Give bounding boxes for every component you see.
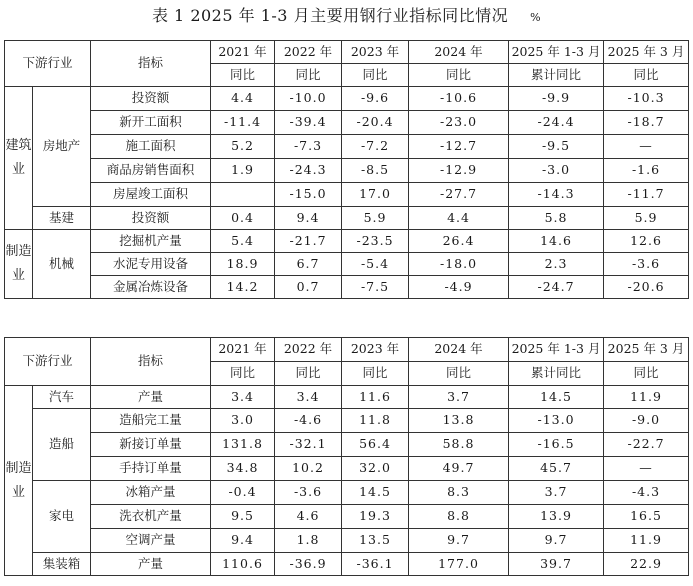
- value-cell: 6.7: [275, 253, 342, 276]
- group-ship: 造船: [33, 409, 91, 481]
- value-cell: 11.8: [342, 409, 409, 433]
- header-sub: 同比: [275, 362, 342, 386]
- value-cell: 11.9: [604, 529, 689, 553]
- table-row: [5, 386, 689, 409]
- steel-industry-table-1: [4, 40, 689, 299]
- table-title: [0, 3, 693, 29]
- value-cell: 14.5: [342, 481, 409, 505]
- value-cell: -36.1: [342, 553, 409, 576]
- value-cell: 19.3: [342, 505, 409, 529]
- value-cell: 1.8: [275, 529, 342, 553]
- value-cell: 10.2: [275, 457, 342, 481]
- value-cell: -27.7: [409, 183, 509, 207]
- table-row: [5, 111, 689, 135]
- value-cell: -20.4: [342, 111, 409, 135]
- value-cell: 5.8: [509, 207, 604, 230]
- indicator-cell: 投资额: [91, 87, 211, 111]
- value-cell: 9.5: [211, 505, 275, 529]
- header-year: 2025 年 3 月: [604, 41, 689, 64]
- value-cell: 9.7: [509, 529, 604, 553]
- indicator-cell: 投资额: [91, 207, 211, 230]
- value-cell: 12.6: [604, 230, 689, 253]
- value-cell: 34.8: [211, 457, 275, 481]
- indicator-cell: 产量: [91, 386, 211, 409]
- value-cell: 1.9: [211, 159, 275, 183]
- value-cell: 2.3: [509, 253, 604, 276]
- value-cell: -18.7: [604, 111, 689, 135]
- header-sub: 同比: [211, 64, 275, 87]
- value-cell: -24.7: [509, 276, 604, 299]
- header-sub: 累计同比: [509, 362, 604, 386]
- table-row: [5, 457, 689, 481]
- table-title-text: 表 1 2025 年 1-3 月主要用钢行业指标同比情况: [151, 6, 509, 25]
- value-cell: 26.4: [409, 230, 509, 253]
- value-cell: -9.6: [342, 87, 409, 111]
- value-cell: -12.9: [409, 159, 509, 183]
- value-cell: 131.8: [211, 433, 275, 457]
- value-cell: -0.4: [211, 481, 275, 505]
- value-cell: -14.3: [509, 183, 604, 207]
- indicator-cell: 水泥专用设备: [91, 253, 211, 276]
- header-sub: 同比: [604, 362, 689, 386]
- sector-construction: 建筑业: [5, 87, 33, 230]
- value-cell: 58.8: [409, 433, 509, 457]
- table-row: [5, 159, 689, 183]
- value-cell: -4.9: [409, 276, 509, 299]
- value-cell: 14.6: [509, 230, 604, 253]
- indicator-cell: 新开工面积: [91, 111, 211, 135]
- steel-industry-table-2: [4, 337, 689, 576]
- value-cell: -9.9: [509, 87, 604, 111]
- value-cell: 14.2: [211, 276, 275, 299]
- value-cell: -11.7: [604, 183, 689, 207]
- indicator-cell: 造船完工量: [91, 409, 211, 433]
- value-cell: 5.9: [604, 207, 689, 230]
- table-row: [5, 135, 689, 159]
- group-auto: 汽车: [33, 386, 91, 409]
- value-cell: -11.4: [211, 111, 275, 135]
- sector-manufacturing: 制造业: [5, 386, 33, 576]
- value-cell: 4.6: [275, 505, 342, 529]
- value-cell: -3.6: [275, 481, 342, 505]
- value-cell: -20.6: [604, 276, 689, 299]
- value-cell: 3.7: [409, 386, 509, 409]
- value-cell: 177.0: [409, 553, 509, 576]
- value-cell: -21.7: [275, 230, 342, 253]
- value-cell: 16.5: [604, 505, 689, 529]
- value-cell: -22.7: [604, 433, 689, 457]
- indicator-cell: 商品房销售面积: [91, 159, 211, 183]
- value-cell: -7.2: [342, 135, 409, 159]
- value-cell: 110.6: [211, 553, 275, 576]
- value-cell: -3.0: [509, 159, 604, 183]
- value-cell: -10.3: [604, 87, 689, 111]
- header-industry: 下游行业: [5, 41, 91, 87]
- value-cell: -23.0: [409, 111, 509, 135]
- table-row: [5, 87, 689, 111]
- value-cell: -24.4: [509, 111, 604, 135]
- value-cell: 5.9: [342, 207, 409, 230]
- value-cell: -4.3: [604, 481, 689, 505]
- value-cell: 5.2: [211, 135, 275, 159]
- value-cell: -15.0: [275, 183, 342, 207]
- header-sub: 同比: [275, 64, 342, 87]
- table-row: [5, 529, 689, 553]
- header-sub: 同比: [342, 362, 409, 386]
- table-row: [5, 230, 689, 253]
- table-row: [5, 505, 689, 529]
- table-row: [5, 433, 689, 457]
- value-cell: 49.7: [409, 457, 509, 481]
- table-row: [5, 253, 689, 276]
- table-row: [5, 183, 689, 207]
- value-cell: -9.0: [604, 409, 689, 433]
- value-cell: 13.8: [409, 409, 509, 433]
- value-cell: -4.6: [275, 409, 342, 433]
- unit-label: %: [530, 11, 542, 24]
- value-cell: 32.0: [342, 457, 409, 481]
- table-row: [5, 409, 689, 433]
- header-year: 2022 年: [275, 41, 342, 64]
- value-cell: 39.7: [509, 553, 604, 576]
- value-cell: 11.6: [342, 386, 409, 409]
- value-cell: -36.9: [275, 553, 342, 576]
- sector-manufacturing: 制造业: [5, 230, 33, 299]
- value-cell: -7.3: [275, 135, 342, 159]
- value-cell: 17.0: [342, 183, 409, 207]
- value-cell: -3.6: [604, 253, 689, 276]
- value-cell: -9.5: [509, 135, 604, 159]
- value-cell: 0.4: [211, 207, 275, 230]
- header-year: 2024 年: [409, 338, 509, 362]
- table-row: [5, 481, 689, 505]
- value-cell: 18.9: [211, 253, 275, 276]
- header-year: 2025 年 1-3 月: [509, 41, 604, 64]
- value-cell: [211, 183, 275, 207]
- header-year: 2025 年 1-3 月: [509, 338, 604, 362]
- indicator-cell: 洗衣机产量: [91, 505, 211, 529]
- header-indicator: 指标: [91, 41, 211, 87]
- value-cell: 8.3: [409, 481, 509, 505]
- header-year: 2021 年: [211, 338, 275, 362]
- value-cell: 0.7: [275, 276, 342, 299]
- value-cell: -10.0: [275, 87, 342, 111]
- value-cell: 3.4: [275, 386, 342, 409]
- group-appliance: 家电: [33, 481, 91, 553]
- header-year: 2023 年: [342, 41, 409, 64]
- value-cell: -32.1: [275, 433, 342, 457]
- header-sub: 累计同比: [509, 64, 604, 87]
- header-year: 2022 年: [275, 338, 342, 362]
- indicator-cell: 金属冶炼设备: [91, 276, 211, 299]
- value-cell: -8.5: [342, 159, 409, 183]
- value-cell: 3.7: [509, 481, 604, 505]
- value-cell: 9.7: [409, 529, 509, 553]
- value-cell: 8.8: [409, 505, 509, 529]
- value-cell: 11.9: [604, 386, 689, 409]
- header-sub: 同比: [409, 362, 509, 386]
- group-machinery: 机械: [33, 230, 91, 299]
- table-row: [5, 276, 689, 299]
- value-cell: 13.5: [342, 529, 409, 553]
- header-sub: 同比: [211, 362, 275, 386]
- header-sub: 同比: [409, 64, 509, 87]
- indicator-cell: 产量: [91, 553, 211, 576]
- indicator-cell: 手持订单量: [91, 457, 211, 481]
- header-indicator: 指标: [91, 338, 211, 386]
- value-cell: 45.7: [509, 457, 604, 481]
- value-cell: 5.4: [211, 230, 275, 253]
- header-year: 2023 年: [342, 338, 409, 362]
- value-cell: 4.4: [409, 207, 509, 230]
- value-cell: -1.6: [604, 159, 689, 183]
- indicator-cell: 冰箱产量: [91, 481, 211, 505]
- value-cell: —: [604, 135, 689, 159]
- value-cell: 9.4: [211, 529, 275, 553]
- indicator-cell: 房屋竣工面积: [91, 183, 211, 207]
- header-industry: 下游行业: [5, 338, 91, 386]
- value-cell: -12.7: [409, 135, 509, 159]
- value-cell: -23.5: [342, 230, 409, 253]
- value-cell: 56.4: [342, 433, 409, 457]
- value-cell: —: [604, 457, 689, 481]
- value-cell: -18.0: [409, 253, 509, 276]
- value-cell: 22.9: [604, 553, 689, 576]
- table-row: [5, 207, 689, 230]
- value-cell: 9.4: [275, 207, 342, 230]
- header-sub: 同比: [342, 64, 409, 87]
- indicator-cell: 施工面积: [91, 135, 211, 159]
- group-infra: 基建: [33, 207, 91, 230]
- header-row: [5, 41, 689, 64]
- value-cell: 14.5: [509, 386, 604, 409]
- value-cell: -7.5: [342, 276, 409, 299]
- value-cell: -13.0: [509, 409, 604, 433]
- header-sub: 同比: [604, 64, 689, 87]
- value-cell: -16.5: [509, 433, 604, 457]
- indicator-cell: 挖掘机产量: [91, 230, 211, 253]
- header-year: 2025 年 3 月: [604, 338, 689, 362]
- value-cell: 3.4: [211, 386, 275, 409]
- indicator-cell: 新接订单量: [91, 433, 211, 457]
- value-cell: -39.4: [275, 111, 342, 135]
- indicator-cell: 空调产量: [91, 529, 211, 553]
- group-container: 集装箱: [33, 553, 91, 576]
- value-cell: -5.4: [342, 253, 409, 276]
- group-realestate: 房地产: [33, 87, 91, 207]
- value-cell: 3.0: [211, 409, 275, 433]
- value-cell: 4.4: [211, 87, 275, 111]
- header-year: 2024 年: [409, 41, 509, 64]
- value-cell: -24.3: [275, 159, 342, 183]
- table-row: [5, 553, 689, 576]
- value-cell: 13.9: [509, 505, 604, 529]
- header-year: 2021 年: [211, 41, 275, 64]
- value-cell: -10.6: [409, 87, 509, 111]
- header-row: [5, 338, 689, 362]
